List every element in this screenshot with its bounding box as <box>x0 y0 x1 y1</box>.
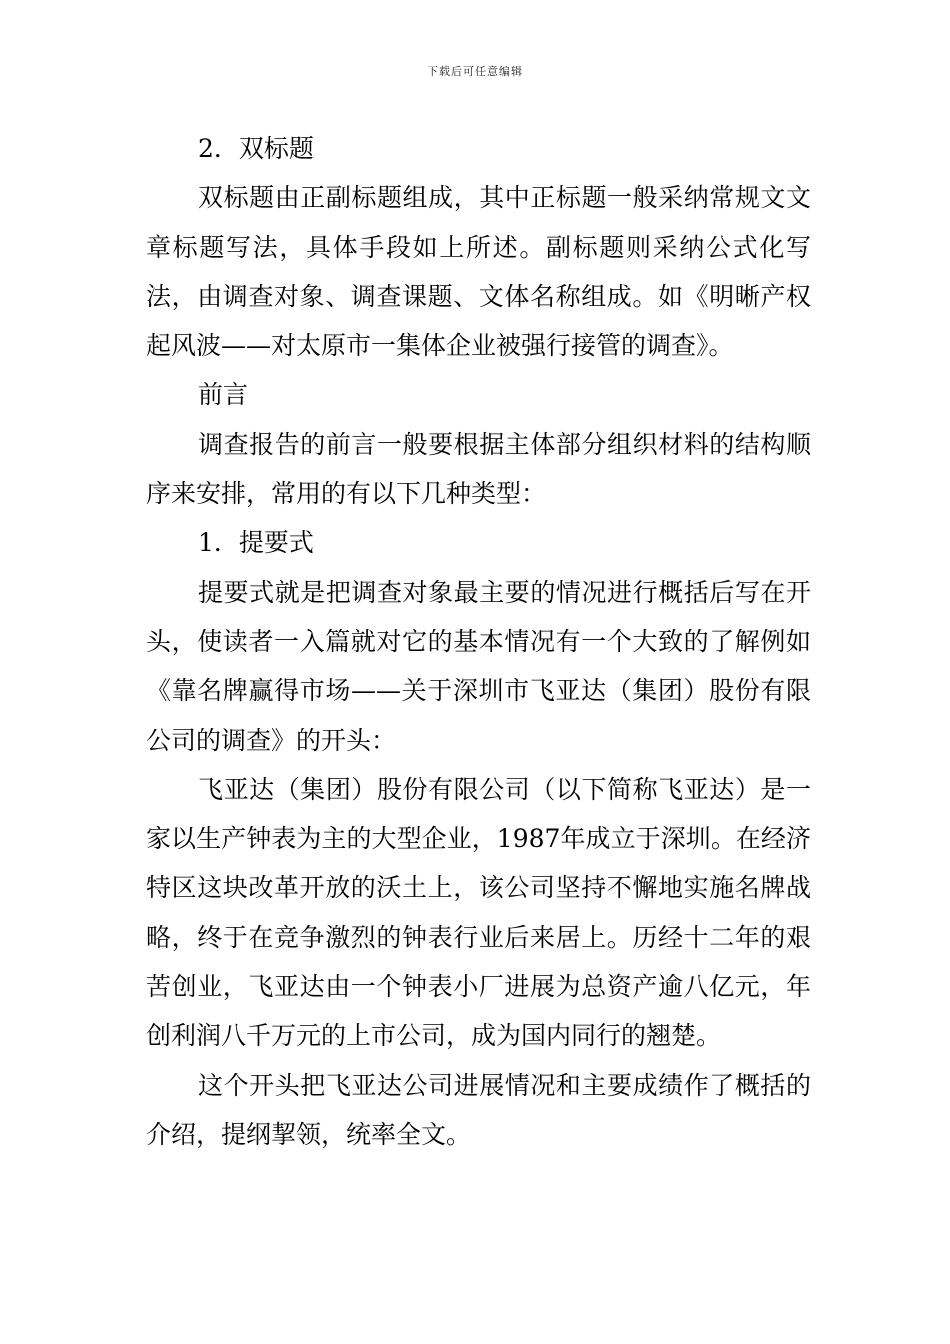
paragraph-double-title-description: 双标题由正副标题组成，其中正标题一般采纳常规文文章标题写法，具体手段如上所述。副标题则采纳公式化写法，由调查对象、调查课题、文体名称组成。如《明晰产权起风波——对太原市一集体企业被强行接管的调查》。 <box>146 183 811 361</box>
section-heading-summary-style: 1．提要式 <box>198 528 314 558</box>
section-heading-double-title: 2．双标题 <box>198 134 314 163</box>
paragraph-example-commentary: 这个开头把飞亚达公司进展情况和主要成绩作了概括的介绍，提纲挈领，统率全文。 <box>146 1070 811 1149</box>
paragraph-preface-description: 调查报告的前言一般要根据主体部分组织材料的结构顺序来安排，常用的有以下几种类型： <box>146 429 811 509</box>
paragraph-example-quote: 飞亚达（集团）股份有限公司（以下简称飞亚达）是一家以生产钟表为主的大型企业，1987年成立于深圳。在经济特区这块改革开放的沃土上，该公司坚持不懈地实施名牌战略，终于在竞争激烈的钟表行业后来居上。历经十二年的艰苦创业，飞亚达由一个钟表小厂进展为总资产逾八亿元，年创利润八千万元的上市公司，成为国内同行的翘楚。 <box>146 774 811 1051</box>
paragraph-summary-style-description: 提要式就是把调查对象最主要的情况进行概括后写在开头，使读者一入篇就对它的基本情况有一个大致的了解例如《靠名牌赢得市场——关于深圳市飞亚达（集团）股份有限公司的调查》的开头： <box>146 577 811 755</box>
document-body <box>146 124 811 1159</box>
section-heading-preface: 前言 <box>198 380 249 410</box>
page-header: 下载后可任意编辑 <box>427 65 523 78</box>
